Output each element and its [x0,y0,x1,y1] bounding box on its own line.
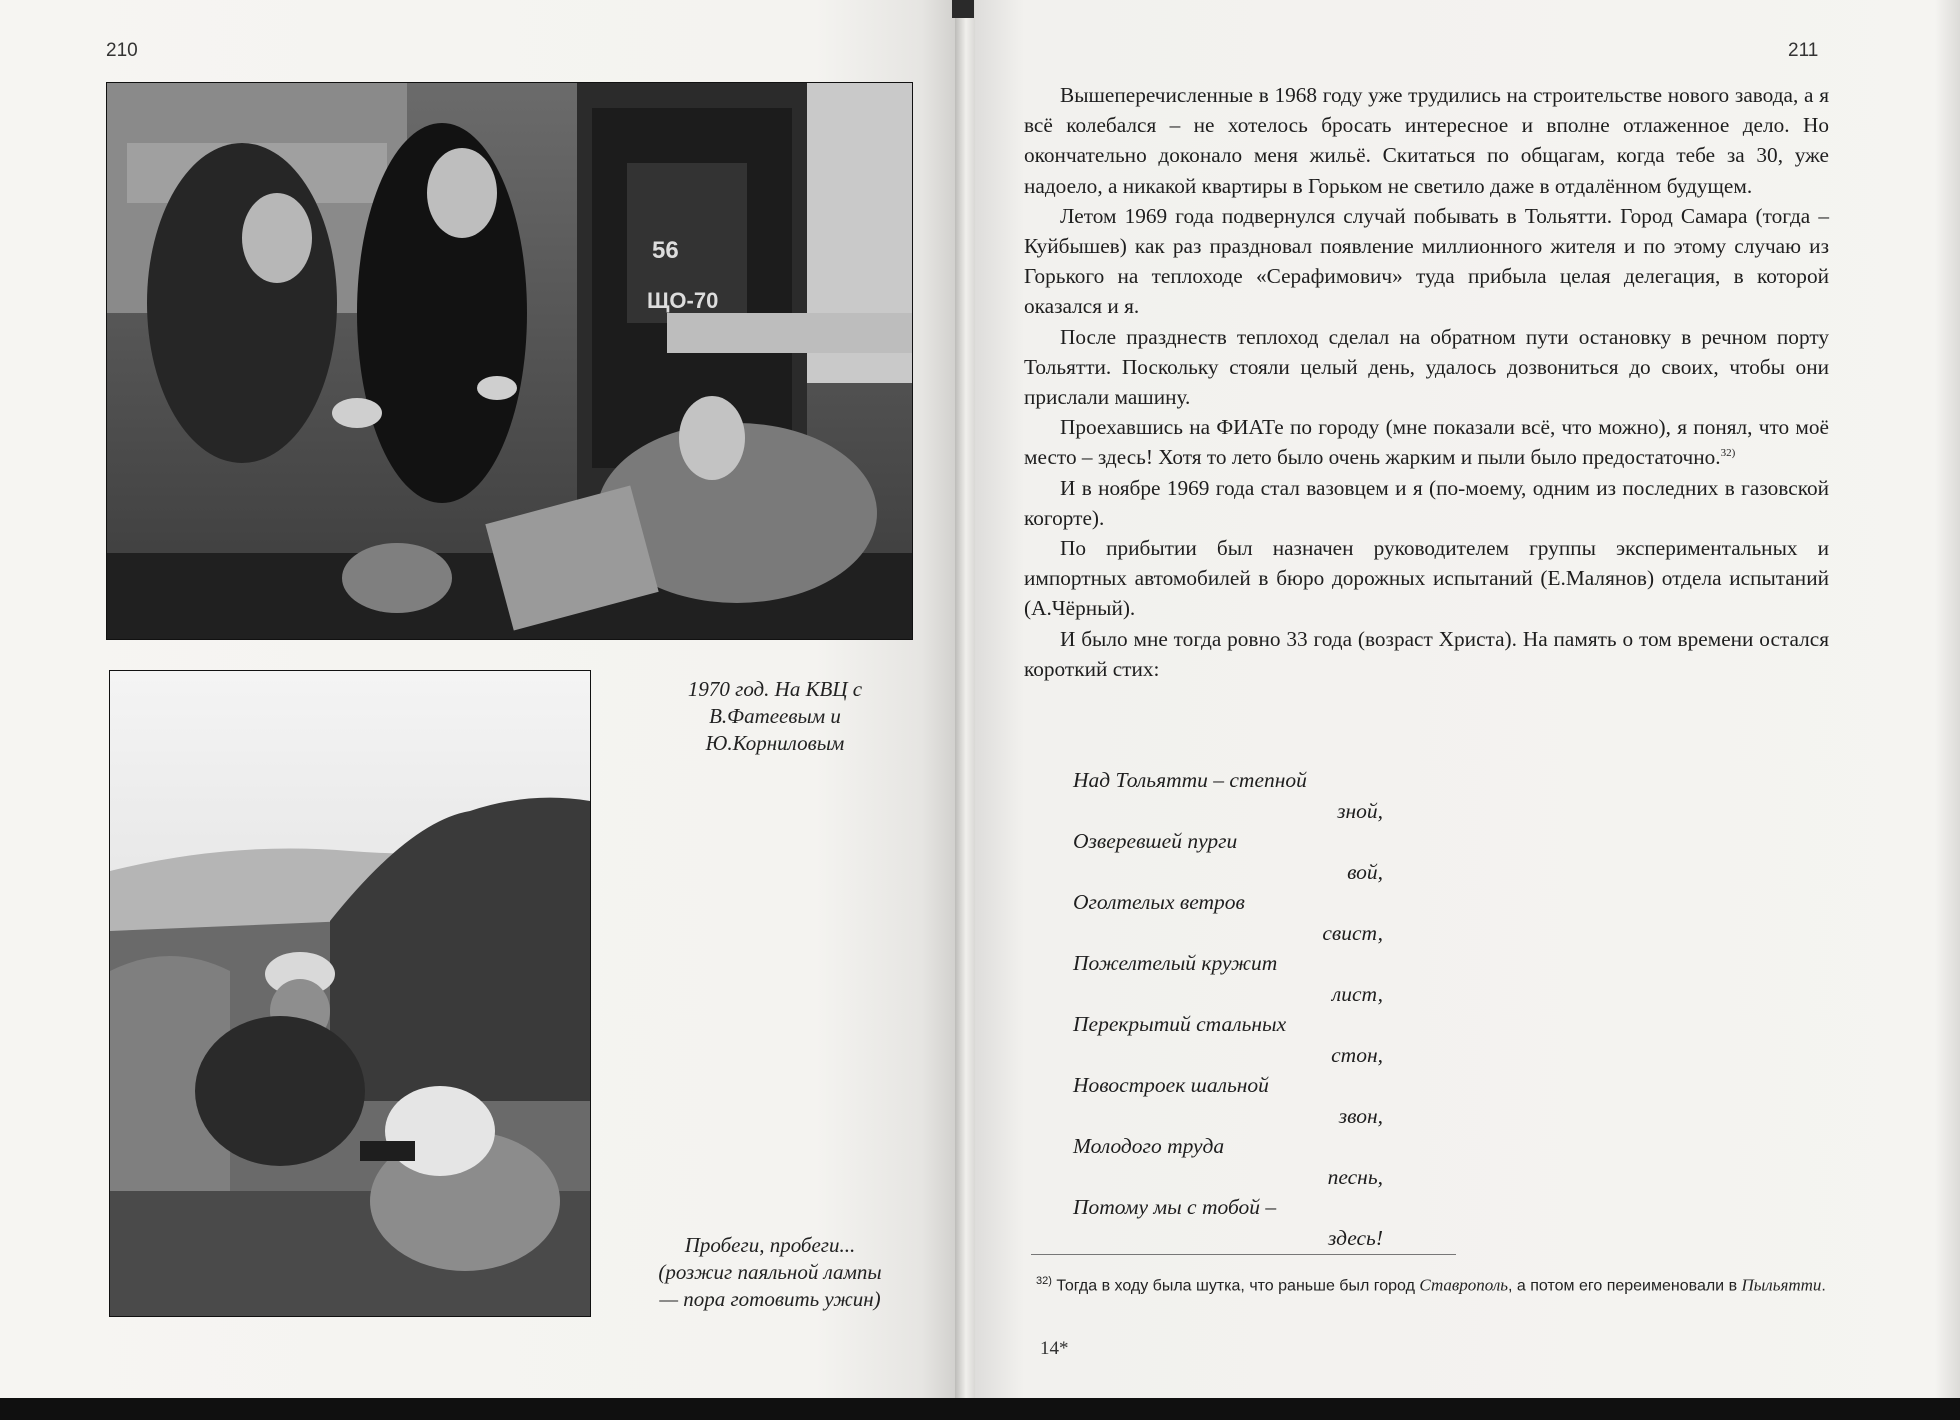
poem-line: Новостроек шальной [1073,1073,1269,1097]
paragraph [1024,533,1829,624]
poem-line-end: здесь! [1328,1225,1383,1250]
paragraph-text: Проехавшись на ФИАТе по городу (мне показали всё, что можно), я понял, что моё место – здесь! Хотя то лето было очень жарким и пыли было предостаточно. [1024,415,1829,470]
paragraph-text: После празднеств теплоход сделал на обратном пути остановку в речном порту Тольятти. Поскольку стояли целый день, удалось дозвониться до своих, чтобы они прислали машину. [1024,324,1829,410]
caption-bottom-line: Пробеги, пробеги... [684,1233,856,1257]
page-number-left: 210 [106,40,138,61]
paragraph [1024,201,1829,322]
caption-top-line: 1970 год. На КВЦ с [687,677,863,701]
poem-line: Молодого труда [1073,1134,1225,1158]
poem-line: Пожелтелый кружит [1073,951,1278,975]
book-gutter [955,0,975,1400]
campfire-photo [109,670,591,1317]
signature-mark: 14* [1040,1338,1069,1359]
paragraph-text: Летом 1969 года подвернулся случай побывать в Тольятти. Город Самара (тогда – Куйбышев) как раз праздновал появление миллионного жителя и по этому случаю из Горького на теплоходе «Серафимович» туда прибыла целая делегация, в которой оказался и я. [1024,203,1829,319]
caption-top [620,676,930,757]
caption-top-line: В.Фатеевым и [709,704,841,728]
paragraph-text: И в ноябре 1969 года стал вазовцем и я (по-моему, одним из последних в газовской когорте). [1024,475,1829,530]
workshop-photo-image [107,83,912,639]
poem-line-end: свист, [1322,920,1383,945]
workshop-photo [106,82,913,640]
footnote-text: . [1821,1277,1826,1295]
machine-label-56: 56 [652,237,679,264]
paragraph [1024,412,1829,472]
paragraph [1024,80,1829,201]
poem-line-end: вой, [1347,859,1383,884]
page-edge [1935,0,1960,1400]
poem-line-end: зной, [1337,798,1383,823]
caption-top-line: Ю.Корниловым [705,731,845,755]
paragraph-text: По прибытии был назначен руководителем группы экспериментальных и импортных автомобилей в бюро дорожных испытаний (Е.Малянов) отдела испытаний (А.Чёрный). [1024,536,1829,621]
paragraph [1024,473,1829,533]
footnote [1036,1268,1846,1299]
footnote-text: , а потом его переименовали в [1508,1277,1742,1295]
poem-line-end: лист, [1331,981,1383,1006]
poem-line: Оголтелых ветров [1073,890,1245,914]
poem-line: Перекрытий стальных [1073,1012,1287,1036]
poem-line-end: стон, [1331,1042,1383,1067]
paragraph-text: Вышеперечисленные в 1968 году уже трудились на строительстве нового завода, а я всё колебался – не хотелось бросать интересное и вполне отлаженное дело. Но окончательно доконало меня жильё. Скитаться по общагам, когда тебе за 30, уже надоело, а никакой квартиры в Горьком не светило даже в отдалённом будущем. [1024,83,1829,198]
paragraph-text: И было мне тогда ровно 33 года (возраст Христа). На память о том времени остался короткий стих: [1024,626,1829,681]
spine-shadow [952,0,974,18]
footnote-italic: Пыльятти [1741,1275,1822,1295]
caption-bottom [610,1232,930,1313]
footnote-italic: Ставрополь [1419,1275,1509,1295]
paragraph [1024,624,1829,684]
poem [1073,765,1383,1253]
paragraph [1024,322,1829,413]
machine-label-sho70: ЩО-70 [647,288,719,313]
caption-bottom-line: (розжиг паяльной лампы [658,1260,882,1284]
scan-bottom-edge [0,1398,1960,1420]
poem-line: Озверевшей пурги [1073,829,1238,853]
poem-line-end: звон, [1338,1103,1383,1128]
poem-line: Над Тольятти – степной [1073,768,1307,792]
caption-bottom-line: — пора готовить ужин) [659,1287,881,1311]
poem-line: Потому мы с тобой – [1073,1195,1277,1219]
footnote-mark: 32) [1036,1275,1052,1287]
footnote-reference[interactable]: 32) [1720,447,1736,460]
page-number-right: 211 [1788,40,1819,61]
body-text [1024,80,1829,684]
campfire-photo-image [110,671,590,1316]
poem-line-end: песнь, [1327,1164,1383,1189]
footnote-text: Тогда в ходу была шутка, что раньше был город [1056,1277,1420,1295]
footnote-divider [1031,1254,1456,1255]
